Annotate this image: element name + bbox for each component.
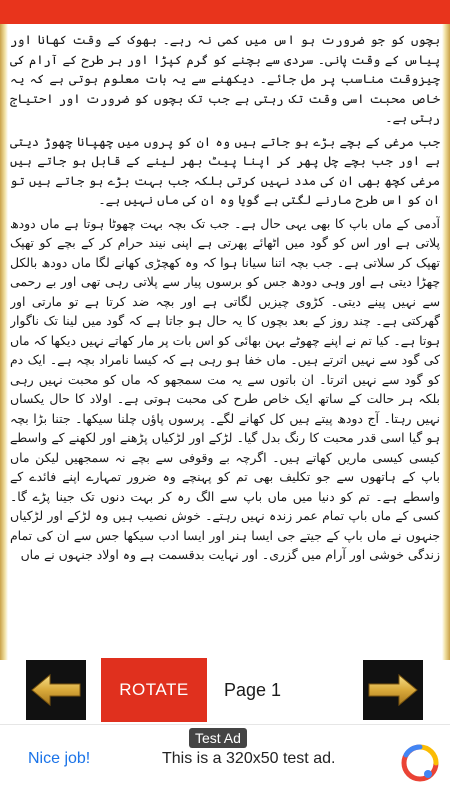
rotate-button[interactable]: ROTATE: [101, 658, 207, 722]
admob-logo-icon[interactable]: [400, 743, 440, 783]
page-paragraph: بچوں کو جو ضرورت ہو اس میں کمی نہ رہے۔ بھوک کے وقت کھانا اور پیاس کے وقت پانی۔ سردی سے بچنے کو گرم کپڑا اور ہر طرح کے آرام کی چیزوقت مناسب پر مل جائے۔ دیکھنے سے یہ بات معلوم ہوتی ہے کہ یہ خاص محبت اسی وقت تک رہتی ہے جب تک بچوں کو ضرورت اور احتیاج رہتی ہے۔: [10, 32, 440, 125]
left-arrow-icon: [30, 673, 82, 707]
ad-banner[interactable]: [0, 724, 450, 800]
ad-title[interactable]: Nice job!: [28, 750, 91, 767]
next-page-button[interactable]: [363, 660, 423, 720]
top-bar: [0, 0, 450, 24]
page-paragraph: آدمی کے ماں باپ کا بھی یہی حال ہے۔ جب تک بچہ بہت چھوٹا ہوتا ہے ماں دودھ پلاتی ہے اور اس کو گود میں اٹھائے پھرتی ہے اپنی نیند حرام کر کے بچے کو تھپک تھپک کر سلاتی ہے۔ جب بچہ اتنا سیانا ہوا کہ وہ کھچڑی کھانے لگا ماں دودھ بالکل چھڑا دیتی ہے اور وہی دودھ جس کو برسوں پیار سے پلاتی رہی تھی اور بے رحمی سے نہیں پینے دیتی۔ کڑوی چیزیں لگاتی ہے اور بچہ ضد کرتا ہے تو مارتی اور گھرکتی ہے۔ چند روز کے بعد بچوں کا یہ حال ہو جاتا ہے کہ گود میں لینا تک ناگوار ہوتا ہے۔ کیا تم نے اپنے چھوٹے بہن بھائی کو اس بات پر مار کھاتے نہیں دیکھا کہ ماں کی گود سے نہیں اترتے ہیں۔ ماں خفا ہو رہی ہے کہ کیسا نامراد بچہ ہے۔ ایک دم کو گود سے نہیں اترتا۔ ان باتوں سے یہ مت سمجھو کہ ماں کو محبت نہیں رہی بلکہ ہر حالت کے ساتھ ایک خاص طرح کی محبت ہوتی ہے۔ اولاد کا حال یکساں نہیں رہتا۔ آج دودھ پیتے ہیں کل کھانے لگے۔ پرسوں پاؤں چلنا سیکھا۔ جتنا بڑا بچہ ہو گیا اسی قدر محبت کا رنگ بدل گیا۔ لڑکے اور لڑکیاں پڑھنے اور لکھنے کے واسطے کیسی کیسی ماریں کھاتے ہیں۔ اگرچہ بے وقوفی سے بچے نہ سمجھیں لیکن ماں باپ کے ہاتھوں سے جو تکلیف بھی تم کو پہنچے وہ ضرور تمہارے اپنے فائدے کے واسطے ہے۔ تم کو دنیا میں ماں باپ سے الگ رہ کر بہت دنوں تک جینا پڑے گا۔ کسی کے ماں باپ تمام عمر زندہ نہیں رہتے۔ خوش نصیب ہیں وہ لڑکے اور لڑکیاں جنہوں نے ماں باپ کے جیتے جی ایسا ہنر اور ایسا ادب سیکھا جس سے ان کی تمام زندگی خوشی اور آرام میں گزری۔ اور نہایت بدقسمت ہے وہ اولاد جنہوں نے ماں: [10, 215, 440, 562]
ad-tag: Test Ad: [189, 728, 247, 748]
right-arrow-icon: [367, 673, 419, 707]
page-number-label: Page 1: [224, 680, 282, 700]
page-controls: [0, 660, 450, 724]
book-page-text: [10, 30, 440, 654]
page-paragraph: جب مرغی کے بچے بڑے ہو جاتے ہیں وہ ان کو پروں میں چھپانا چھوڑ دیتی ہے اور جب بچے چل پھر کر اپنا پیٹ بھر لینے کے قابل ہو جاتے ہیں مرغی کچھ بھی ان کی مدد نہیں کرتی بلکہ جب بہت بڑے ہو جاتے ہیں تو ان کو اس طرح مارنے لگتی ہے گویا وہ ان کی ماں نہیں ہے۔: [10, 133, 440, 207]
book-page-frame: [0, 24, 450, 660]
ad-description[interactable]: This is a 320x50 test ad.: [162, 750, 336, 767]
previous-page-button[interactable]: [26, 660, 86, 720]
